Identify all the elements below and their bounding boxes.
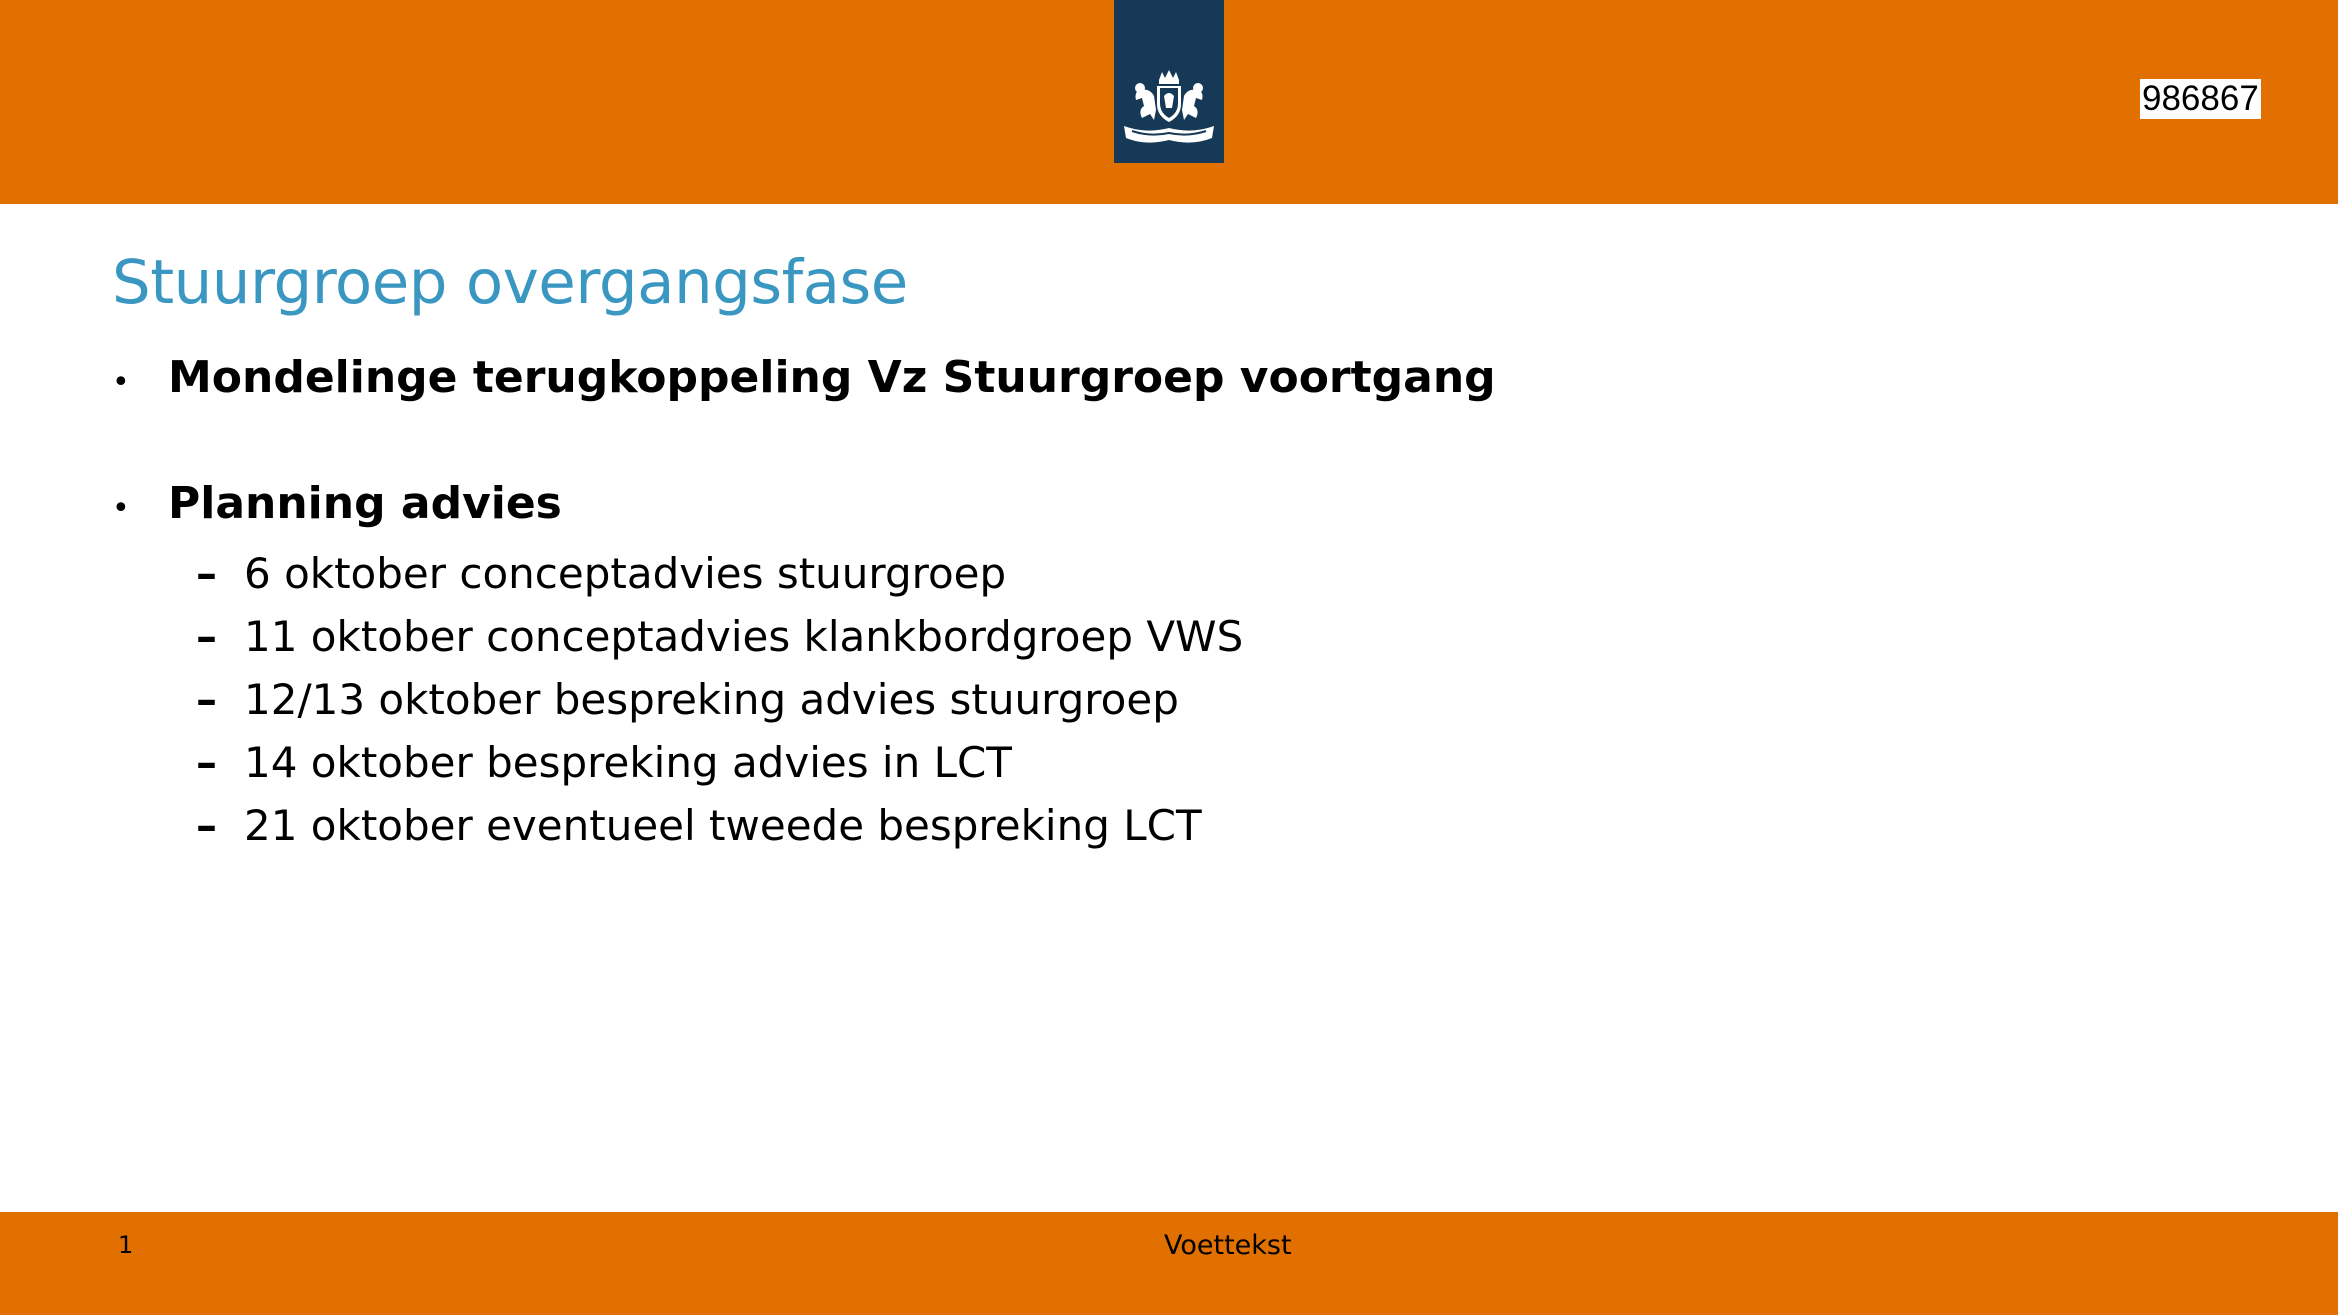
bullet-icon: • — [112, 491, 130, 526]
footer-band — [0, 1212, 2338, 1315]
bullet-text: Planning advies — [168, 478, 562, 529]
sub-list-item — [196, 731, 1243, 794]
footer-text: Voettekst — [1164, 1230, 1292, 1261]
dash-icon: – — [196, 612, 217, 661]
sub-list-item — [196, 668, 1243, 731]
dash-icon: – — [196, 549, 217, 598]
bullet-icon: • — [112, 365, 130, 400]
logo-box — [1114, 0, 1224, 163]
coat-of-arms-icon — [1120, 70, 1218, 154]
dash-icon: – — [196, 738, 217, 787]
page-number: 1 — [118, 1231, 134, 1259]
sub-list-item — [196, 605, 1243, 668]
bullet-item — [112, 352, 1496, 403]
sub-item-text: 14 oktober bespreking advies in LCT — [244, 738, 1012, 787]
sub-list-item — [196, 542, 1243, 605]
sub-item-text: 11 oktober conceptadvies klankbordgroep VWS — [244, 612, 1244, 661]
bullet-text: Mondelinge terugkoppeling Vz Stuurgroep voortgang — [168, 352, 1496, 403]
dash-icon: – — [196, 675, 217, 724]
sub-item-text: 12/13 oktober bespreking advies stuurgroep — [244, 675, 1179, 724]
dash-icon: – — [196, 801, 217, 850]
document-number: 986867 — [2142, 79, 2259, 118]
slide-title: Stuurgroep overgangsfase — [112, 247, 908, 318]
planning-sub-list — [196, 542, 1243, 857]
bullet-item — [112, 478, 562, 529]
sub-list-item — [196, 794, 1243, 857]
sub-item-text: 6 oktober conceptadvies stuurgroep — [244, 549, 1007, 598]
sub-item-text: 21 oktober eventueel tweede bespreking LCT — [244, 801, 1202, 850]
